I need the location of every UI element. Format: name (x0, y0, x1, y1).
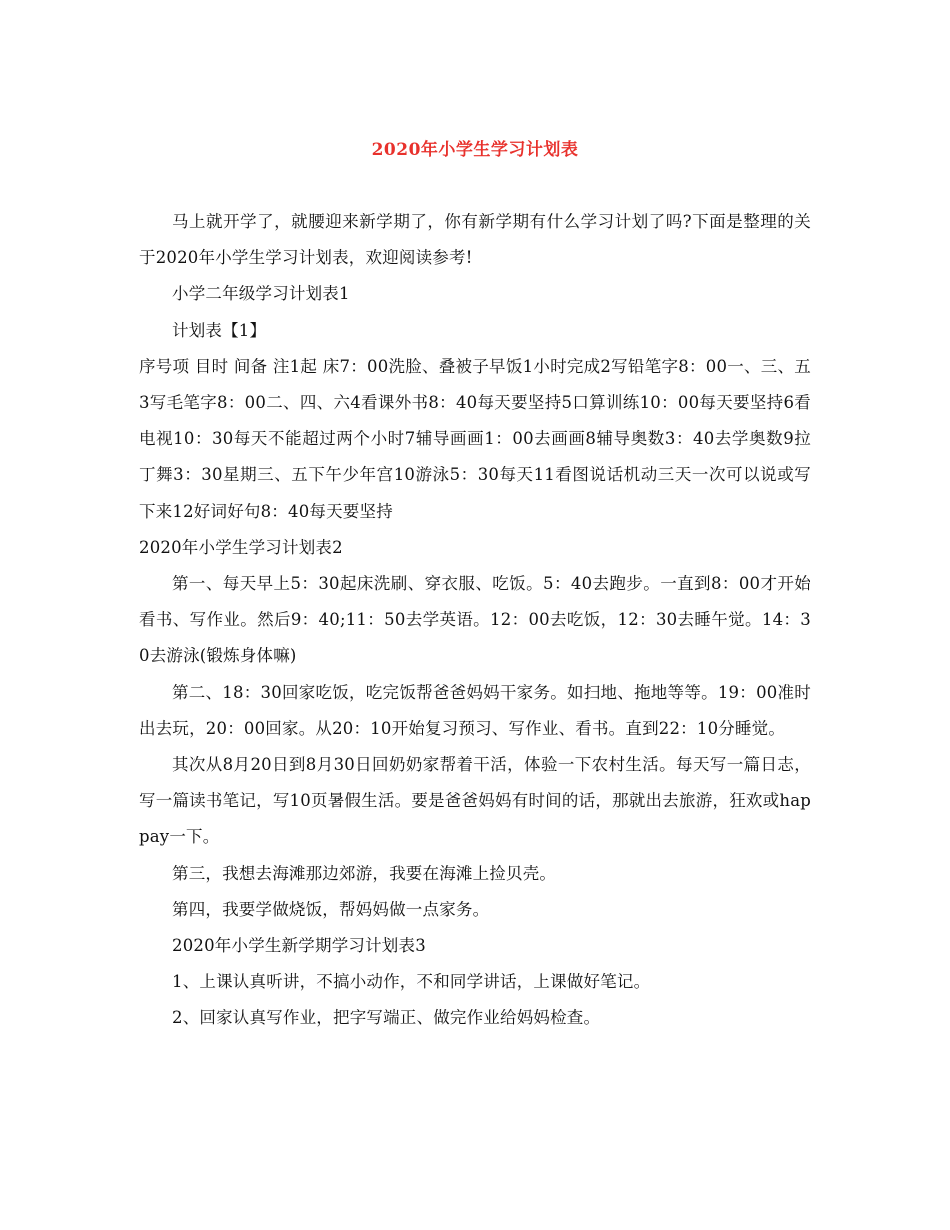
section-heading-1: 小学二年级学习计划表1 (172, 284, 350, 304)
paragraph-third: 第三，我想去海滩那边郊游，我要在海滩上捡贝壳。 (172, 863, 557, 883)
intro-paragraph: 马上就开学了，就腰迎来新学期了，你有新学期有什么学习计划了吗?下面是整理的关于2020年小学生学习计划表，欢迎阅读参考! (139, 212, 811, 268)
list-item-2: 2、回家认真写作业，把字写端正、做完作业给妈妈检查。 (172, 1008, 601, 1028)
paragraph-first: 第一、每天早上5：30起床洗刷、穿衣服、吃饭。5：40去跑步。一直到8：00才开始看书、写作业。然后9：40;11：50去学英语。12：00去吃饭，12：30去睡午觉。14：30去游泳(锻炼身体嘛) (139, 574, 811, 666)
plan-table-label: 计划表【1】 (172, 320, 267, 340)
list-item-1: 1、上课认真听讲，不搞小动作，不和同学讲话，上课做好笔记。 (172, 972, 651, 992)
document-title: 2020年小学生学习计划表 (371, 140, 579, 160)
paragraph-second: 第二、18：30回家吃饭，吃完饭帮爸爸妈妈干家务。如扫地、拖地等等。19：00准时出去玩，20：00回家。从20：10开始复习预习、写作业、看书。直到22：10分睡觉。 (139, 682, 811, 738)
plan-table-content: 序号项 目时 间备 注1起 床7：00洗脸、叠被子早饭1小时完成2写铅笔字8：00一、三、五3写毛笔字8：00二、四、六4看课外书8：40每天要坚持5口算训练10：00每天要坚持6看电视10：30每天不能超过两个小时7辅导画画1：00去画画8辅导奥数3：40去学奥数9拉丁舞3：30星期三、五下午少年宫10游泳5：30每天11看图说话机动三天一次可以说或写下来12好词好句8：40每天要坚持 (139, 356, 811, 521)
section-heading-3: 2020年小学生新学期学习计划表3 (172, 936, 426, 956)
paragraph-fourth: 第四，我要学做烧饭，帮妈妈做一点家务。 (172, 899, 490, 919)
section-heading-2: 2020年小学生学习计划表2 (139, 537, 343, 557)
paragraph-next: 其次从8月20日到8月30日回奶奶家帮着干活，体验一下农村生活。每天写一篇日志，写一篇读书笔记，写10页暑假生活。要是爸爸妈妈有时间的话，那就出去旅游，狂欢或happay一下。 (139, 755, 811, 847)
document-body (139, 204, 811, 1037)
